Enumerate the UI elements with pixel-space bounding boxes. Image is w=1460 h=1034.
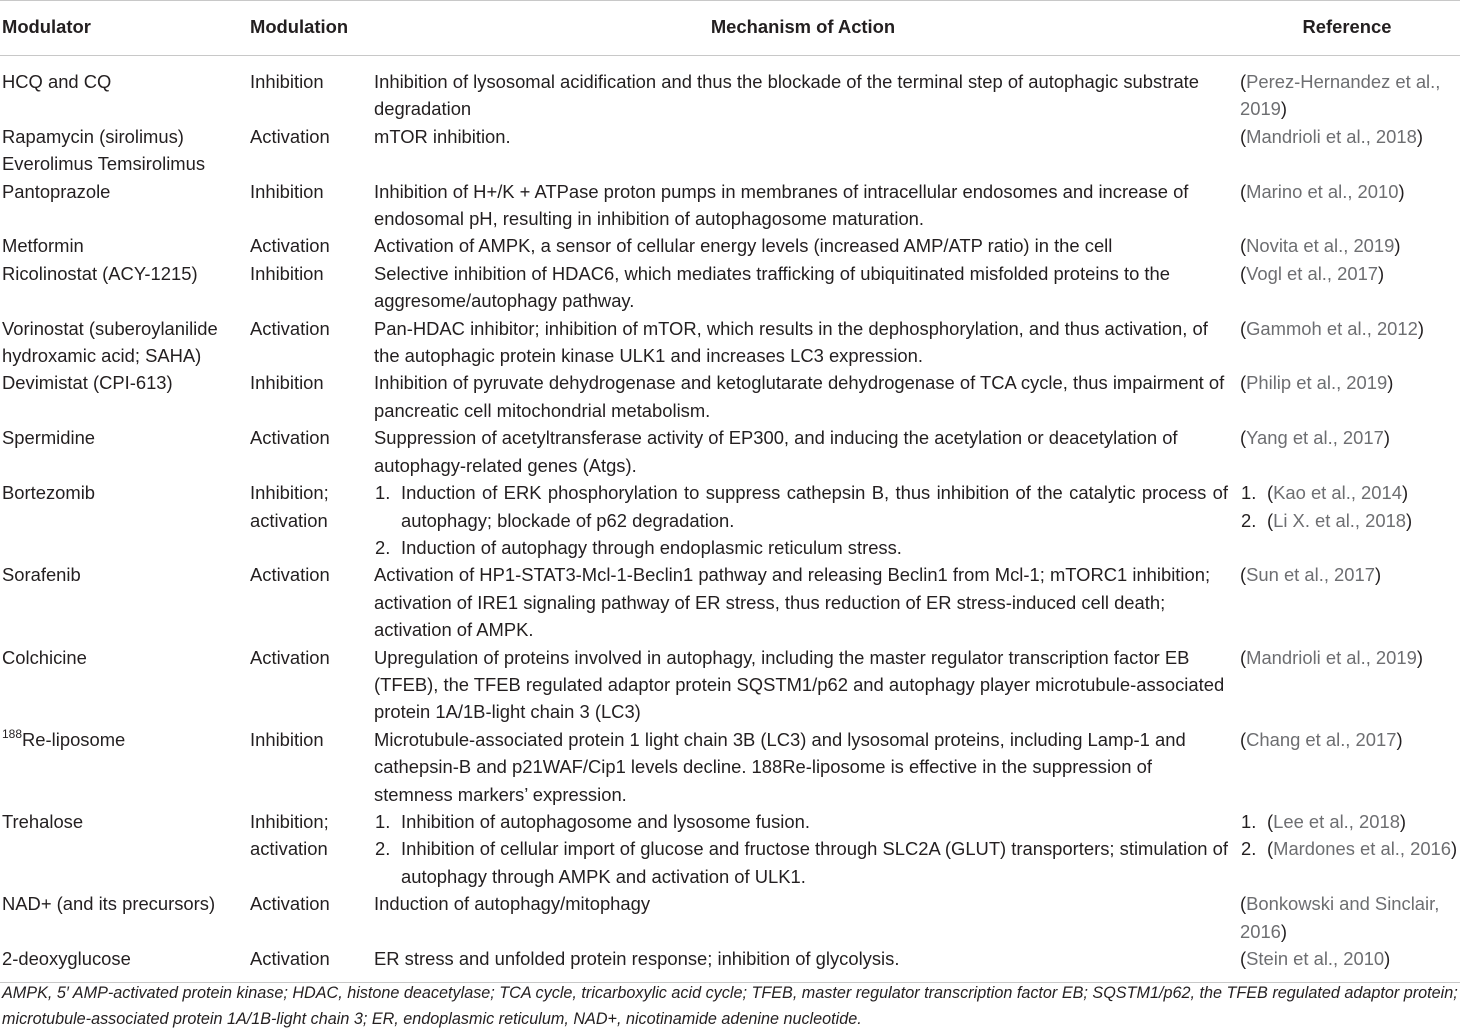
modulation-cell: Activation xyxy=(248,945,372,983)
list-item: 1. (Kao et al., 2014) xyxy=(1240,479,1460,506)
list-item: 2. (Li X. et al., 2018) xyxy=(1240,507,1460,534)
reference-cell: (Mandrioli et al., 2019) xyxy=(1240,646,1423,668)
table-row xyxy=(0,479,1460,561)
modulator-cell: 2-deoxyglucose xyxy=(0,945,248,983)
list-item-text: Inhibition of cellular import of glucose and fructose through SLC2A (GLUT) transporters; stimulation of autophagy through AMPK and activation of ULK1. xyxy=(401,838,1228,887)
reference-link[interactable]: Sun et al., 2017 xyxy=(1246,564,1375,586)
modulation-cell: Inhibition xyxy=(250,372,324,394)
modulator-cell: Ricolinostat (ACY-1215) xyxy=(2,262,198,284)
header-reference: Reference xyxy=(1234,1,1460,56)
table-row xyxy=(0,808,1460,890)
reference-link[interactable]: Mandrioli et al., 2019 xyxy=(1246,646,1417,668)
reference-cell: (Perez-Hernandez et al., 2019) xyxy=(1240,71,1441,120)
reference-link[interactable]: Mandrioli et al., 2018 xyxy=(1246,125,1417,147)
mechanism-cell: Inhibition of H+/K + ATPase proton pumps in membranes of intracellular endosomes and increase of endosomal pH, resulting in inhibition of autophagosome maturation. xyxy=(374,180,1189,230)
modulation-cell: Inhibition xyxy=(250,180,324,202)
table-row xyxy=(0,726,1460,808)
modulation-cell: Activation xyxy=(250,235,330,257)
list-number: 2. xyxy=(375,536,391,558)
reference-cell: (Philip et al., 2019) xyxy=(1240,372,1394,394)
modulator-cell: Bortezomib xyxy=(2,482,96,504)
table-row xyxy=(0,232,1460,259)
reference-link[interactable]: Kao et al., 2014 xyxy=(1273,482,1402,504)
modulator-cell: Vorinostat (suberoylanilide hydroxamic acid; SAHA) xyxy=(2,317,218,367)
table-row xyxy=(0,260,1460,315)
reference-cell: (Novita et al., 2019) xyxy=(1240,235,1401,257)
list-item xyxy=(374,479,1228,534)
table-row xyxy=(0,315,1460,370)
table-row xyxy=(0,424,1460,479)
modulator-cell: Trehalose xyxy=(2,810,84,832)
list-item-text: Induction of autophagy through endoplasmic reticulum stress. xyxy=(401,536,902,558)
reference-link[interactable]: Perez-Hernandez et al., 2019 xyxy=(1240,71,1441,120)
mechanism-cell: Inhibition of lysosomal acidification and thus the blockade of the terminal step of autophagic substrate degradation xyxy=(374,71,1200,120)
table-row xyxy=(0,644,1460,726)
reference-link[interactable]: Vogl et al., 2017 xyxy=(1246,262,1379,284)
mechanism-cell: Induction of autophagy/mitophagy xyxy=(374,893,651,915)
isotope-superscript: 188 xyxy=(2,726,23,741)
modulator-cell: Devimistat (CPI-613) xyxy=(2,372,173,394)
modulation-cell: Activation xyxy=(250,893,330,915)
reference-cell xyxy=(1234,808,1460,890)
mechanism-cell: Suppression of acetyltransferase activity of EP300, and inducing the acetylation or deacetylation of autophagy-related genes (Atgs). xyxy=(374,427,1178,476)
reference-cell: (Sun et al., 2017) xyxy=(1240,564,1382,586)
modulator-cell: Spermidine xyxy=(2,427,96,449)
modulator-cell: NAD+ (and its precursors) xyxy=(2,893,216,915)
modulation-cell: Activation xyxy=(250,317,330,339)
reference-link[interactable]: Gammoh et al., 2012 xyxy=(1246,317,1418,339)
list-number: 2. xyxy=(1241,838,1257,860)
reference-cell: (Gammoh et al., 2012) xyxy=(1240,317,1424,339)
table-footnote: AMPK, 5′ AMP-activated protein kinase; HDAC, histone deacetylase; TCA cycle, tricarboxylic acid cycle; TFEB, master regulator transcription factor EB; SQSTM1/p62, the TFEB regulated adaptor protein; microtubule-associated protein 1A/1B-light chain 3; ER, endoplasmic reticulum, NAD+, nicotinamide adenine nucleotide. xyxy=(2,984,1458,1028)
mechanism-cell: Upregulation of proteins involved in autophagy, including the master regulator transcription factor EB (TFEB), the TFEB regulated adaptor protein SQSTM1/p62 and autophagy player microtubule-associated protein 1A/1B-light chain 3 (LC3) xyxy=(374,646,1225,723)
header-modulation: Modulation xyxy=(248,1,372,56)
list-number: 2. xyxy=(1241,509,1257,531)
modulator-cell: Metformin xyxy=(2,235,84,257)
mechanism-cell: Microtubule-associated protein 1 light chain 3B (LC3) and lysosomal proteins, including Lamp-1 and cathepsin-B and p21WAF/Cip1 levels decline. 188Re-liposome is effective in the suppression of stemness markers’ expression. xyxy=(374,728,1186,805)
list-number: 2. xyxy=(375,838,391,860)
reference-link[interactable]: Li X. et al., 2018 xyxy=(1273,509,1407,531)
modulation-cell: Inhibition xyxy=(250,71,324,92)
reference-link[interactable]: Philip et al., 2019 xyxy=(1246,372,1388,394)
mechanism-cell: Activation of AMPK, a sensor of cellular energy levels (increased AMP/ATP ratio) in the cell xyxy=(374,235,1113,257)
modulator-cell: Sorafenib xyxy=(2,564,81,586)
list-number: 1. xyxy=(1241,810,1257,832)
list-item xyxy=(374,808,1228,835)
reference-cell: (Bonkowski and Sinclair, 2016) xyxy=(1240,893,1440,942)
mechanism-list xyxy=(374,479,1228,561)
list-item-text: Induction of ERK phosphorylation to suppress cathepsin B, thus inhibition of the catalytic process of autophagy; blockade of p62 degradation. xyxy=(401,482,1228,531)
reference-cell: (Chang et al., 2017) xyxy=(1240,728,1403,750)
modulator-cell: Rapamycin (sirolimus) Everolimus Temsirolimus xyxy=(2,125,206,175)
list-item: 1. (Lee et al., 2018) xyxy=(1240,808,1460,835)
mechanism-cell: Inhibition of pyruvate dehydrogenase and ketoglutarate dehydrogenase of TCA cycle, thus impairment of pancreatic cell mitochondrial metabolism. xyxy=(374,372,1225,421)
modulation-cell: Activation xyxy=(250,125,330,147)
modulator-cell: Pantoprazole xyxy=(2,180,111,202)
list-number: 1. xyxy=(375,810,391,832)
modulator-name: Re-liposome xyxy=(22,728,126,750)
reference-list xyxy=(1240,808,1460,863)
reference-cell xyxy=(1234,479,1460,561)
table-row xyxy=(0,56,1460,123)
reference-list xyxy=(1240,479,1460,534)
modulation-cell: Activation xyxy=(250,646,330,668)
modulation-cell: Inhibition xyxy=(250,728,324,750)
mechanism-cell: ER stress and unfolded protein response; inhibition of glycolysis. xyxy=(372,945,1234,983)
reference-cell: (Yang et al., 2017) xyxy=(1240,427,1390,449)
list-number: 1. xyxy=(375,482,391,504)
reference-link[interactable]: Mardones et al., 2016 xyxy=(1273,838,1452,860)
modulation-cell: Activation xyxy=(250,564,330,586)
list-number: 1. xyxy=(1241,482,1257,504)
table-row xyxy=(0,369,1460,424)
reference-cell: (Vogl et al., 2017) xyxy=(1240,262,1385,284)
header-modulator: Modulator xyxy=(0,1,248,56)
modulator-cell xyxy=(0,726,248,808)
mechanism-list xyxy=(374,808,1228,890)
list-item xyxy=(374,835,1228,890)
table-row xyxy=(0,123,1460,178)
reference-cell: (Marino et al., 2010) xyxy=(1240,180,1405,202)
mechanism-cell: Selective inhibition of HDAC6, which mediates trafficking of ubiquitinated misfolded proteins to the aggresome/autophagy pathway. xyxy=(374,262,1170,312)
mechanism-cell: Pan-HDAC inhibitor; inhibition of mTOR, which results in the dephosphorylation, and thus activation, of the autophagic protein kinase ULK1 and increases LC3 expression. xyxy=(374,317,1208,367)
modulator-cell: HCQ and CQ xyxy=(2,71,112,92)
list-item xyxy=(374,534,1228,561)
modulation-cell: Activation xyxy=(250,427,330,449)
header-mechanism: Mechanism of Action xyxy=(372,1,1234,56)
table-header-row xyxy=(0,1,1460,56)
table-row xyxy=(0,178,1460,233)
reference-cell: (Stein et al., 2010) xyxy=(1234,945,1460,983)
reference-link[interactable]: Marino et al., 2010 xyxy=(1246,180,1399,202)
modulation-cell: Inhibition; activation xyxy=(250,482,329,531)
reference-link[interactable]: Yang et al., 2017 xyxy=(1246,427,1384,449)
modulation-cell: Inhibition xyxy=(250,262,324,284)
modulator-cell: Colchicine xyxy=(2,646,87,668)
modulation-cell: Inhibition; activation xyxy=(250,810,329,860)
list-item-text: Inhibition of autophagosome and lysosome fusion. xyxy=(401,810,810,832)
mechanism-cell xyxy=(372,808,1234,890)
reference-link[interactable]: Chang et al., 2017 xyxy=(1246,728,1397,750)
reference-cell: (Mandrioli et al., 2018) xyxy=(1240,125,1423,147)
reference-link[interactable]: Bonkowski and Sinclair, 2016 xyxy=(1240,893,1440,942)
mechanism-cell: mTOR inhibition. xyxy=(374,125,511,147)
reference-link[interactable]: Lee et al., 2018 xyxy=(1273,810,1400,832)
table-row xyxy=(0,890,1460,945)
reference-link[interactable]: Novita et al., 2019 xyxy=(1246,235,1395,257)
list-item: 2. (Mardones et al., 2016) xyxy=(1240,835,1460,862)
reference-link[interactable]: Stein et al., 2010 xyxy=(1246,948,1385,969)
mechanism-cell xyxy=(372,479,1234,561)
mechanism-cell: Activation of HP1-STAT3-Mcl-1-Beclin1 pathway and releasing Beclin1 from Mcl-1; mTORC1 inhibition; activation of IRE1 signaling pathway of ER stress, thus reduction of ER stress-induced cell death; activation of AMPK. xyxy=(374,564,1211,641)
table-row xyxy=(0,945,1460,983)
table-row xyxy=(0,561,1460,643)
